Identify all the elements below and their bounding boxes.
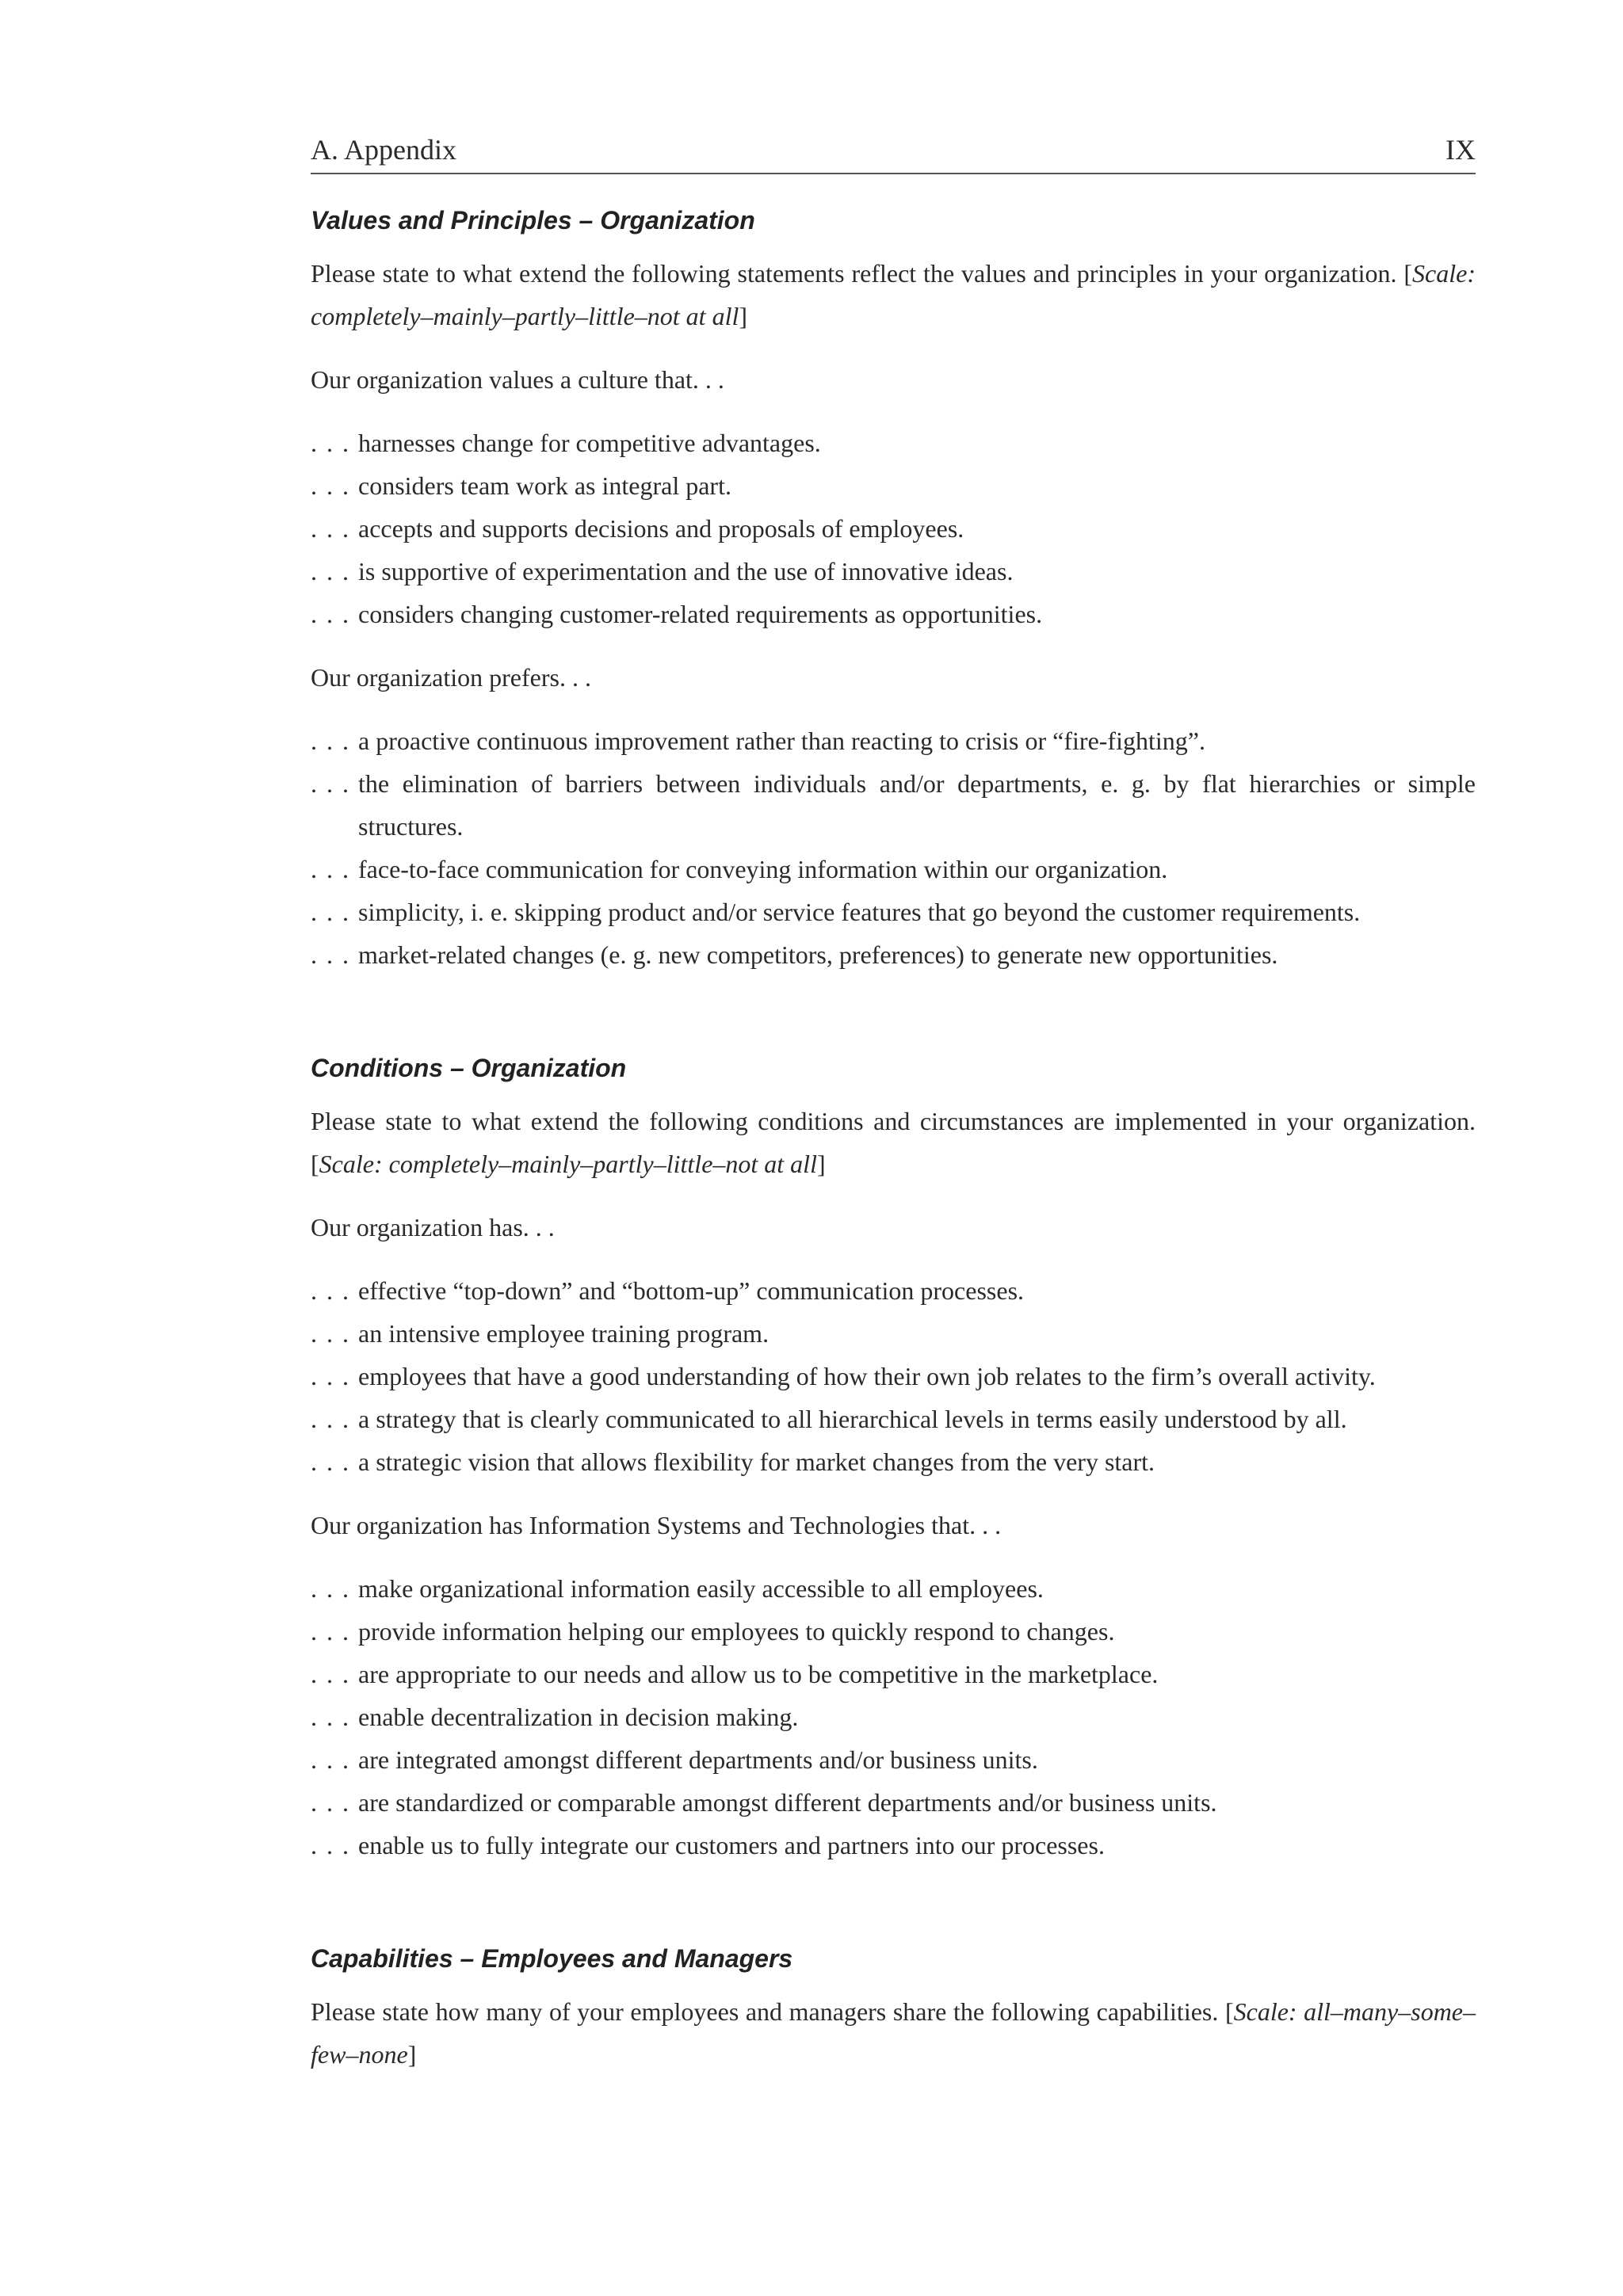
- list-item: [311, 1440, 1476, 1483]
- group-lead: Our organization has Information Systems and Technologies that. . .: [311, 1511, 1002, 1539]
- list-item: [311, 593, 1476, 635]
- item-list: [311, 421, 1476, 635]
- list-item: [311, 1738, 1476, 1781]
- item-list: [311, 1269, 1476, 1483]
- list-item: [311, 1312, 1476, 1355]
- list-item: [311, 1355, 1476, 1398]
- list-item-text: simplicity, i. e. skipping product and/or service features that go beyond the customer requirements.: [358, 898, 1361, 926]
- list-item-text: accepts and supports decisions and proposals of employees.: [358, 514, 964, 543]
- document-page: [311, 133, 1476, 2076]
- section-conditions: [311, 1052, 1476, 1867]
- section-heading: Conditions – Organization: [311, 1054, 627, 1082]
- page-number: IX: [1445, 134, 1476, 166]
- list-item-text: are standardized or comparable amongst different departments and/or business units.: [358, 1788, 1217, 1817]
- list-item-text: harnesses change for competitive advantages.: [358, 429, 821, 457]
- list-marker: . . .: [311, 429, 350, 457]
- list-marker: . . .: [311, 1745, 350, 1774]
- list-item: [311, 933, 1476, 976]
- list-marker: . . .: [311, 471, 350, 500]
- list-item-text: employees that have a good understanding of how their own job relates to the firm’s overall activity.: [358, 1362, 1376, 1390]
- intro-text: Please state how many of your employees and managers share the following capabilities.: [311, 1997, 1225, 2026]
- section-intro: Please state to what extend the following conditions and circumstances are implemented in your organization. [Scale: completely–mainly–partly–little–not at all]: [311, 1107, 1476, 1178]
- list-item-text: make organizational information easily accessible to all employees.: [358, 1574, 1044, 1603]
- list-item: [311, 1567, 1476, 1610]
- list-item: [311, 1824, 1476, 1867]
- list-item-text: enable decentralization in decision making.: [358, 1703, 799, 1731]
- list-item: [311, 1781, 1476, 1824]
- list-item-text: considers changing customer-related requirements as opportunities.: [358, 600, 1043, 628]
- list-item: [311, 1269, 1476, 1312]
- section-heading: Capabilities – Employees and Managers: [311, 1944, 793, 1973]
- list-item-text: market-related changes (e. g. new competitors, preferences) to generate new opportunities.: [358, 940, 1278, 969]
- item-list: [311, 1567, 1476, 1867]
- list-item: [311, 762, 1476, 848]
- list-item: [311, 1653, 1476, 1695]
- list-marker: . . .: [311, 1574, 350, 1603]
- list-item: [311, 421, 1476, 464]
- list-marker: . . .: [311, 600, 350, 628]
- list-item: [311, 550, 1476, 593]
- running-header: [311, 133, 1476, 174]
- list-item: [311, 507, 1476, 550]
- list-marker: . . .: [311, 1617, 350, 1646]
- list-marker: . . .: [311, 1660, 350, 1688]
- list-item-text: is supportive of experimentation and the use of innovative ideas.: [358, 557, 1014, 585]
- intro-text: Please state to what extend the following conditions and circumstances are implemented in your organization.: [311, 1107, 1476, 1135]
- list-item: [311, 464, 1476, 507]
- scale-note: Scale: all–many–some–few–none: [311, 1997, 1476, 2069]
- list-marker: . . .: [311, 1276, 350, 1305]
- list-marker: . . .: [311, 727, 350, 755]
- list-item: [311, 1695, 1476, 1738]
- list-marker: . . .: [311, 1703, 350, 1731]
- list-item-text: are integrated amongst different departments and/or business units.: [358, 1745, 1038, 1774]
- list-marker: . . .: [311, 898, 350, 926]
- list-item: [311, 719, 1476, 762]
- scale-note: Scale: completely–mainly–partly–little–not at all: [319, 1150, 817, 1178]
- list-item-text: a proactive continuous improvement rather than reacting to crisis or “fire-fighting”.: [358, 727, 1205, 755]
- list-item-text: considers team work as integral part.: [358, 471, 731, 500]
- list-marker: . . .: [311, 940, 350, 969]
- list-item-text: the elimination of barriers between individuals and/or departments, e. g. by flat hierarchies or simple structures.: [358, 769, 1476, 841]
- section-intro: Please state to what extend the following statements reflect the values and principles in your organization. [Scale: completely–mainly–partly–little–not at all]: [311, 259, 1476, 330]
- list-item: [311, 891, 1476, 933]
- list-item-text: an intensive employee training program.: [358, 1319, 769, 1348]
- list-marker: . . .: [311, 557, 350, 585]
- list-item-text: are appropriate to our needs and allow us to be competitive in the marketplace.: [358, 1660, 1159, 1688]
- list-marker: . . .: [311, 1831, 350, 1859]
- list-marker: . . .: [311, 514, 350, 543]
- section-heading: Values and Principles – Organization: [311, 206, 755, 235]
- scale-note: Scale: completely–mainly–partly–little–not at all: [311, 259, 1476, 330]
- list-marker: . . .: [311, 855, 350, 883]
- item-list: [311, 719, 1476, 976]
- group-lead: Our organization prefers. . .: [311, 663, 591, 692]
- list-marker: . . .: [311, 1447, 350, 1476]
- section-values-principles: [311, 204, 1476, 976]
- section-capabilities: [311, 1943, 1476, 2076]
- list-marker: . . .: [311, 1405, 350, 1433]
- list-item-text: a strategy that is clearly communicated to all hierarchical levels in terms easily understood by all.: [358, 1405, 1347, 1433]
- list-marker: . . .: [311, 769, 350, 798]
- list-marker: . . .: [311, 1788, 350, 1817]
- list-item-text: enable us to fully integrate our customers and partners into our processes.: [358, 1831, 1105, 1859]
- group-lead: Our organization has. . .: [311, 1213, 555, 1241]
- list-item: [311, 1398, 1476, 1440]
- list-marker: . . .: [311, 1319, 350, 1348]
- list-item: [311, 848, 1476, 891]
- list-item-text: a strategic vision that allows flexibility for market changes from the very start.: [358, 1447, 1155, 1476]
- list-item-text: face-to-face communication for conveying information within our organization.: [358, 855, 1168, 883]
- chapter-title: A. Appendix: [311, 134, 456, 166]
- group-lead: Our organization values a culture that. . .: [311, 365, 724, 394]
- list-item-text: provide information helping our employees to quickly respond to changes.: [358, 1617, 1115, 1646]
- list-marker: . . .: [311, 1362, 350, 1390]
- list-item: [311, 1610, 1476, 1653]
- intro-text: Please state to what extend the following statements reflect the values and principles in your organization.: [311, 259, 1404, 288]
- section-intro: Please state how many of your employees and managers share the following capabilities. [Scale: all–many–some–few–none]: [311, 1997, 1476, 2069]
- list-item-text: effective “top-down” and “bottom-up” communication processes.: [358, 1276, 1025, 1305]
